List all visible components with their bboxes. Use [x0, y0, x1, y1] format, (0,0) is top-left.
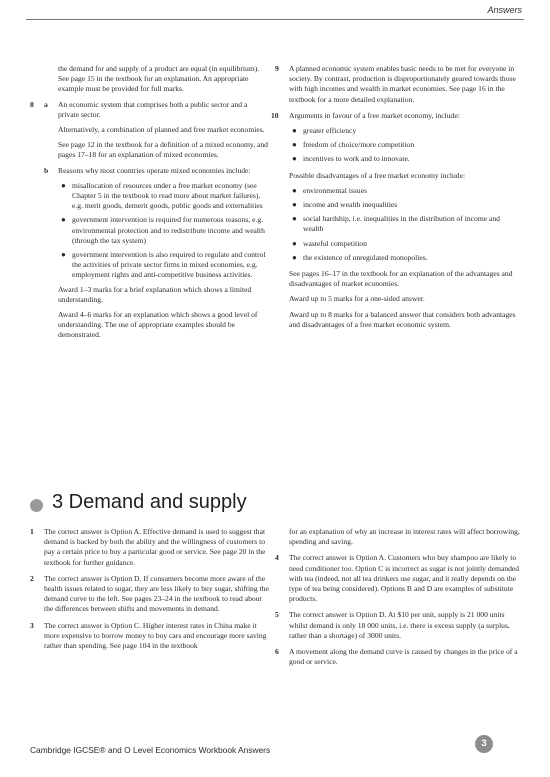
q8b-label: b — [44, 165, 49, 175]
bullet-dot-icon: ● — [61, 180, 66, 190]
section-bullet-icon — [30, 499, 43, 512]
s3-q3-continuation: for an explanation of why an increase in interest rates will affect borrowing, spending and saving. — [289, 527, 520, 547]
bullet-dot-icon: ● — [292, 140, 297, 150]
s3-q3-text: The correct answer is Option C. Higher interest rates in China make it more expensive to borrow money to buy cars and encourage more saving rather than spending. See page 104 in the textbook — [44, 620, 267, 651]
q10-favour-bullet: ● greater efficiency — [292, 126, 357, 136]
footer-text: Cambridge IGCSE® and O Level Economics Workbook Answers — [30, 745, 271, 755]
q9-text: A planned economic system enables basic needs to be met for everyone in society. By contrast, production is disproportionately geared towards those with high incomes and wealth in market economies. See page 16 in the textbook for a more detailed explanation. — [289, 64, 516, 104]
bullet-dot-icon: ● — [292, 126, 297, 136]
q10-disadvantage-bullet: ● the existence of unregulated monopolies. — [292, 252, 428, 262]
s3-q5-number: 5 — [275, 610, 279, 620]
q8b-award-1: Award 1–3 marks for a brief explanation which shows a limited understanding. — [58, 284, 252, 304]
s3-q2-text: The correct answer is Option D. If consumers become more aware of the health issues related to sugar, they are less likely to buy sugar, shifting the demand curve to the left. See pages 23–24 in the textbook to read about the differences between shifts and movements in demand. — [44, 573, 269, 614]
q10-award-1: Award up to 5 marks for a one-sided answer. — [289, 294, 425, 304]
q10-reference: See pages 16–17 in the textbook for an explanation of the advantages and disadvantages of market economies. — [289, 269, 513, 289]
top-right-column — [271, 64, 520, 335]
bullet-dot-icon: ● — [292, 200, 297, 210]
q8a-alternative: Alternatively, a combination of planned and free market economies. — [58, 125, 265, 135]
q8b-bullet: ● government intervention is also required to regulate and control the activities of private sector firms in mixed economies, e.g. employment rights and anti-competitive business activities. — [61, 250, 266, 280]
s3-q6-number: 6 — [275, 647, 279, 657]
top-left-column — [30, 64, 270, 346]
bullet-dot-icon: ● — [292, 214, 297, 224]
bullet-dot-icon: ● — [61, 215, 66, 225]
q8b-bullet: ● government intervention is required for numerous reasons, e.g. environmental protection and to redistribute income and wealth (through the tax system) — [61, 215, 265, 245]
q10-number: 10 — [271, 110, 279, 120]
s3-q1-text: The correct answer is Option A. Effective demand is used to suggest that demand is backed by both the ability and the willingness of customers to pay a certain price to buy a particular good or service. See page 20 in the textbook for further guidance. — [44, 527, 266, 567]
page-number-badge: 3 — [475, 735, 493, 753]
bullet-dot-icon: ● — [292, 185, 297, 195]
bullet-dot-icon: ● — [292, 154, 297, 164]
s3-q4-number: 4 — [275, 553, 279, 563]
s3-q1-number: 1 — [30, 527, 34, 536]
q8a-reference: See page 12 in the textbook for a definition of a mixed economy, and pages 17–18 for an explanation of mixed economies. — [58, 140, 268, 160]
s3-q3-number: 3 — [30, 620, 34, 630]
q10-disadvantage-bullet: ● income and wealth inequalities — [292, 200, 398, 210]
s3-q4-text: The correct answer is Option A. Customers who buy shampoo are likely to need conditioner too. Option C is incorrect as sugar is not jointly demanded with tea (indeed, not all tea drinkers use sugar, and it really depends on the type of tea being considered). Options B and D are examples of substitute products. — [289, 553, 520, 604]
running-head: Answers — [487, 5, 522, 15]
q10-disadvantage-bullet: ● environmental issues — [292, 185, 367, 195]
q8-number: 8 — [30, 99, 34, 109]
q8b-bullet: ● misallocation of resources under a free market economy (see Chapter 5 in the textbook to read more about market failures), e.g. merit goods, demerit goods, public goods and externalities — [61, 180, 263, 211]
q8b-intro: Reasons why most countries operate mixed economies include: — [58, 165, 251, 175]
q10-favour-bullet: ● freedom of choice/more competition — [292, 140, 415, 150]
q10-intro: Arguments in favour of a free market economy, include: — [289, 110, 460, 120]
s3-q5-text: The correct answer is Option D. At $10 per unit, supply is 21 000 units whilst demand is only 18 000 units, i.e. there is excess supply (a surplus, rather than a shortage) of 3000 units. — [289, 610, 510, 640]
bottom-right-column — [275, 527, 520, 672]
q8b-award-2: Award 4–6 marks for an explanation which shows a good level of understanding. The use of appropriate examples should be demonstrated. — [58, 310, 258, 340]
section-title: 3 Demand and supply — [52, 491, 247, 513]
s3-q6-text: A movement along the demand curve is caused by changes in the price of a good or service. — [289, 647, 518, 667]
q10-disadvantage-bullet: ● social hardship, i.e. inequalities in the distribution of income and wealth — [292, 214, 500, 234]
bullet-dot-icon: ● — [292, 238, 297, 248]
q10-favour-bullet: ● incentives to work and to innovate. — [292, 154, 410, 164]
bullet-dot-icon: ● — [292, 252, 297, 262]
q7-continuation: the demand for and supply of a product are equal (in equilibrium). See page 15 in the textbook for an explanation. An appropriate example must be provided for full marks. — [58, 64, 260, 94]
q8a-label: a — [44, 99, 48, 109]
header-rule — [26, 19, 524, 20]
s3-q2-number: 2 — [30, 573, 34, 583]
q9-number: 9 — [275, 64, 279, 73]
q8a-definition: An economic system that comprises both a public sector and a private sector. — [58, 99, 248, 119]
bottom-left-column — [30, 527, 270, 656]
bullet-dot-icon: ● — [61, 250, 66, 260]
q10-disadvantages-intro: Possible disadvantages of a free market economy include: — [289, 170, 466, 180]
q10-award-2: Award up to 8 marks for a balanced answer that considers both advantages and disadvantages of a free market economic system. — [289, 309, 516, 329]
q10-disadvantage-bullet: ● wasteful competition — [292, 238, 367, 248]
